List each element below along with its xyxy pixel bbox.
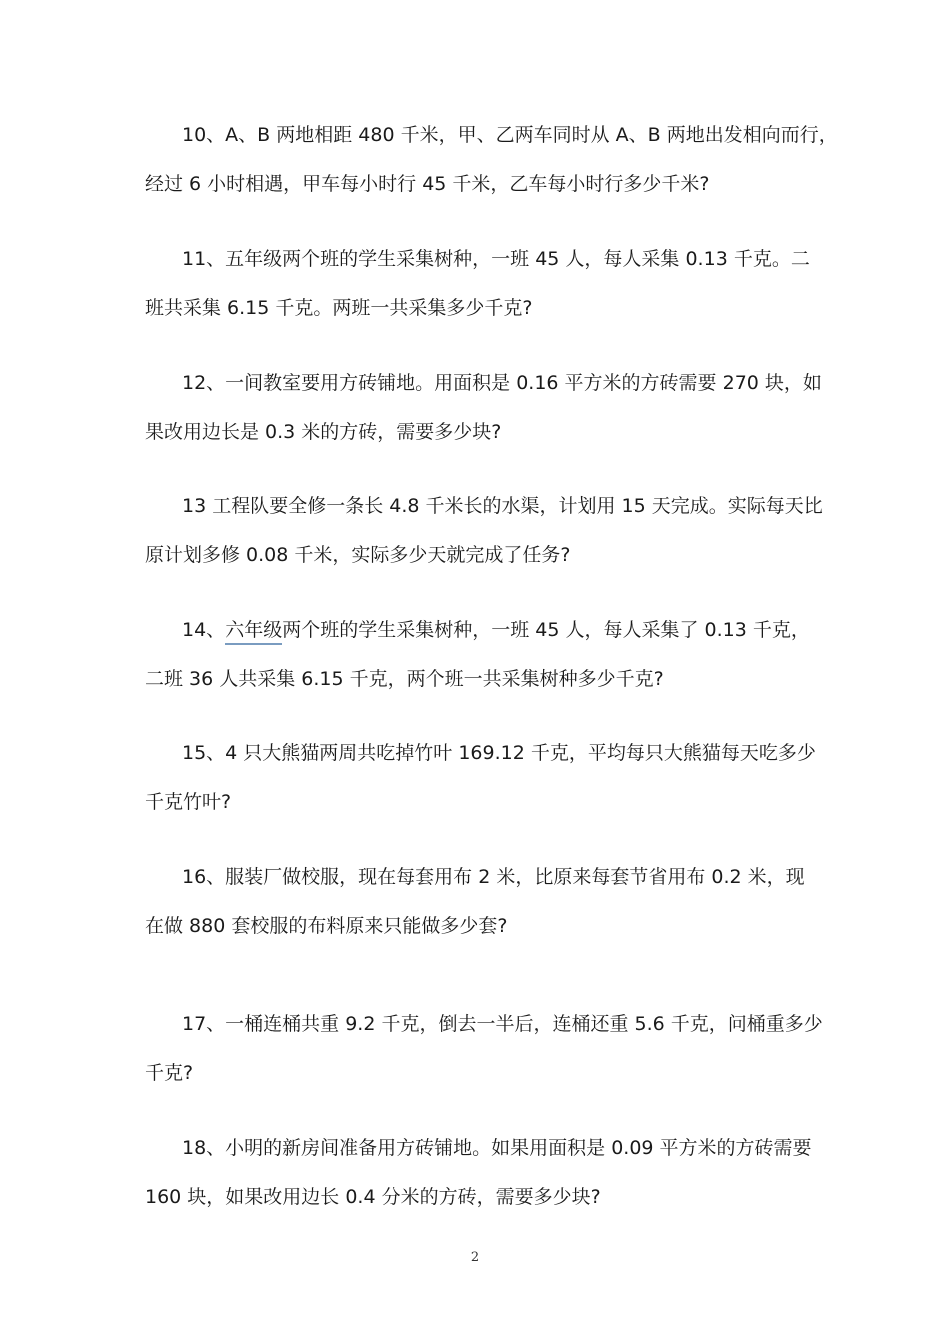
problem-15: [145, 729, 815, 827]
problem-line: 12、一间教室要用方砖铺地。用面积是 0.16 平方米的方砖需要 270 块，如: [182, 372, 822, 394]
problem-17: [145, 1000, 823, 1098]
page-number: 2: [470, 1250, 480, 1265]
problem-line: 11、五年级两个班的学生采集树种，一班 45 人，每人采集 0.13 千克。二: [182, 248, 810, 270]
problem-line: 18、小明的新房间准备用方砖铺地。如果用面积是 0.09 平方米的方砖需要: [182, 1137, 812, 1159]
problem-line: 千克?: [145, 1062, 194, 1084]
problem-line: 15、4 只大熊猫两周共吃掉竹叶 169.12 千克，平均每只大熊猫每天吃多少: [182, 742, 816, 764]
problem-line: 千克竹叶?: [145, 791, 232, 813]
problem-line: 17、一桶连桶共重 9.2 千克，倒去一半后，连桶还重 5.6 千克，问桶重多少: [182, 1013, 823, 1035]
problem-line: 160 块，如果改用边长 0.4 分米的方砖，需要多少块?: [145, 1186, 601, 1208]
problem-line: [145, 606, 815, 655]
problem-12: [145, 359, 822, 457]
problem-text: 两个班的学生采集树种，一班 45 人，每人采集了 0.13 千克，: [282, 619, 810, 641]
problem-11: [145, 235, 815, 333]
problem-13: [145, 482, 823, 580]
problem-line: 原计划多修 0.08 千米，实际多少天就完成了任务?: [145, 544, 571, 566]
problem-10: [145, 111, 838, 209]
problem-18: [145, 1124, 815, 1222]
problem-line: 在做 880 套校服的布料原来只能做多少套?: [145, 915, 508, 937]
problem-line: 班共采集 6.15 千克。两班一共采集多少千克?: [145, 297, 533, 319]
problem-line: 经过 6 小时相遇，甲车每小时行 45 千米，乙车每小时行多少千米?: [145, 173, 710, 195]
problem-line: 果改用边长是 0.3 米的方砖，需要多少块?: [145, 421, 502, 443]
problem-14: [145, 606, 815, 704]
problem-line: 13 工程队要全修一条长 4.8 千米长的水渠，计划用 15 天完成。实际每天比: [182, 495, 823, 517]
problem-line: 二班 36 人共采集 6.15 千克，两个班一共采集树种多少千克?: [145, 668, 664, 690]
problem-16: [145, 853, 815, 951]
problem-line: 10、A、B 两地相距 480 千米，甲、乙两车同时从 A、B 两地出发相向而行，: [182, 124, 838, 146]
problem-line: 16、服装厂做校服，现在每套用布 2 米，比原来每套节省用布 0.2 米，现: [182, 866, 805, 888]
underlined-text: 六年级: [225, 619, 282, 645]
problem-number: 14、: [182, 619, 226, 641]
